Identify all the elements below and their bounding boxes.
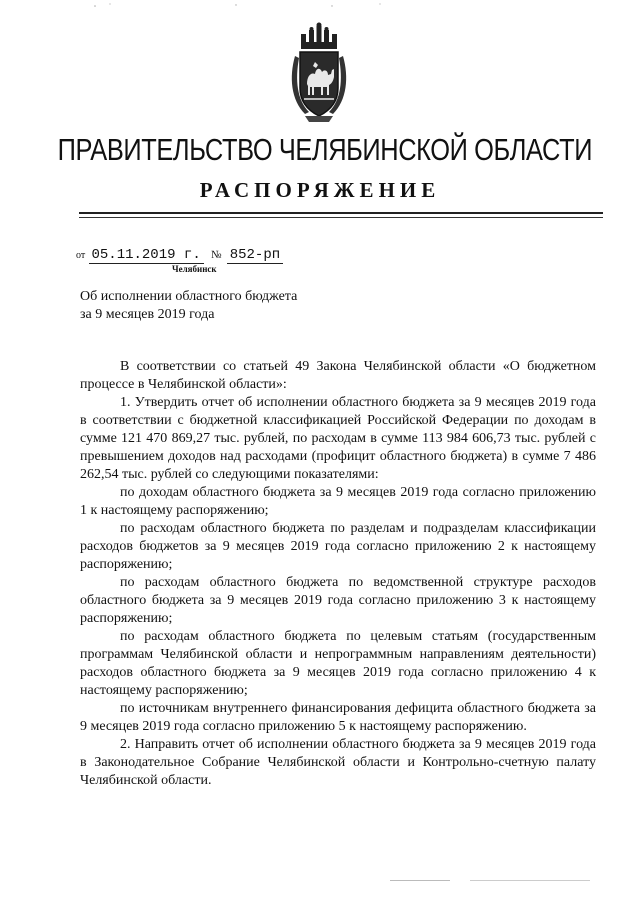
document-date: 05.11.2019 г. xyxy=(89,247,204,264)
number-sign: № xyxy=(210,249,222,261)
subject-line: Об исполнении областного бюджета xyxy=(80,289,298,304)
date-prefix: от xyxy=(76,250,86,261)
subject-line: за 9 месяцев 2019 года xyxy=(80,307,215,322)
chelyabinsk-coat-of-arms-icon xyxy=(287,22,351,126)
body-paragraph: по источникам внутреннего финансирования дефицита областного бюджета за 9 месяцев 2019 года согласно приложению 5 к настоящему распоряжению. xyxy=(80,701,596,734)
body-paragraph: по доходам областного бюджета за 9 месяцев 2019 года согласно приложению 1 к настоящему распоряжению; xyxy=(80,485,596,518)
document-body xyxy=(80,358,596,790)
body-paragraph: 1. Утвердить отчет об исполнении областного бюджета за 9 месяцев 2019 года в соответствии с бюджетной классификацией Российской Федерации по доходам в сумме 121 470 869,27 тыс. рублей, по расходам в сумме 113 984 606,73 тыс. рублей с превышением доходов над расходами (профицит областного бюджета) в сумме 7 486 262,54 тыс. рублей со следующими показателями: xyxy=(80,395,596,482)
document-number: 852-рп xyxy=(227,247,283,264)
government-title: ПРАВИТЕЛЬСТВО ЧЕЛЯБИНСКОЙ ОБЛАСТИ xyxy=(57,132,593,167)
header-rule-thick xyxy=(79,212,603,214)
document-meta xyxy=(76,246,283,263)
document-city: Челябинск xyxy=(172,264,217,274)
document-type-title: РАСПОРЯЖЕНИЕ xyxy=(199,178,441,202)
body-paragraph: В соответствии со статьей 49 Закона Челябинской области «О бюджетном процессе в Челябинской области»: xyxy=(80,359,596,392)
body-paragraph: по расходам областного бюджета по ведомственной структуре расходов областного бюджета за 9 месяцев 2019 года согласно приложению 3 к настоящему распоряжению; xyxy=(80,575,596,626)
body-paragraph: 2. Направить отчет об исполнении областного бюджета за 9 месяцев 2019 года в Законодательное Собрание Челябинской области и Контрольно-счетную палату Челябинской области. xyxy=(80,737,596,788)
body-paragraph: по расходам областного бюджета по целевым статьям (государственным программам Челябинской области и непрограммным направлениям деятельности) расходов областного бюджета за 9 месяцев 2019 года согласно приложению 4 к настоящему распоряжению; xyxy=(80,629,596,698)
body-paragraph: по расходам областного бюджета по разделам и подразделам классификации расходов бюджетов за 9 месяцев 2019 года согласно приложению 2 к настоящему распоряжению; xyxy=(80,521,596,572)
document-subject xyxy=(80,288,297,324)
header-rule-thin xyxy=(79,217,603,218)
